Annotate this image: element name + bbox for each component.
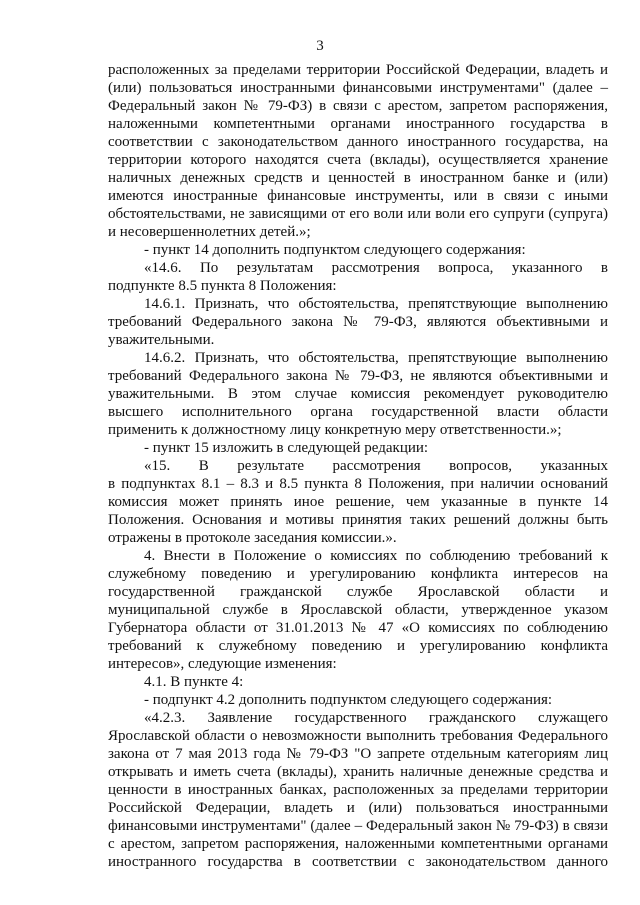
text-line: обстоятельствами, не зависящими от его воли или воли его супруги (супруга) (108, 206, 608, 222)
text-line: Губернатора области от 31.01.2013 № 47 «О комиссиях по соблюдению (108, 620, 608, 636)
text-line: муниципальной службе в Ярославской области, утвержденное указом (108, 602, 608, 618)
text-line: в подпунктах 8.1 – 8.3 и 8.5 пункта 8 Положения, при наличии оснований (108, 476, 608, 492)
text-line: 14.6.2. Признать, что обстоятельства, препятствующие выполнению (144, 350, 608, 366)
text-line: высшего исполнительного органа государственной власти области (108, 404, 608, 420)
text-line: Федеральный закон № 79-ФЗ) в связи с арестом, запретом распоряжения, (108, 98, 608, 114)
text-line: закона от 7 мая 2013 года № 79-ФЗ "О запрете отдельным категориям лиц (108, 746, 608, 762)
text-line: Положения. Основания и мотивы принятия таких решений должны быть (108, 512, 608, 528)
text-line: - пункт 15 изложить в следующей редакции: (144, 440, 429, 456)
text-line: требований к служебному поведению и урегулированию конфликта (108, 638, 608, 654)
text-line: - подпункт 4.2 дополнить подпунктом следующего содержания: (144, 692, 553, 708)
text-line: «4.2.3. Заявление государственного гражданского служащего (144, 710, 608, 726)
text-line: открывать и иметь счета (вклады), хранить наличные денежные средства и (108, 764, 608, 780)
text-line: служебному поведению и урегулированию конфликта интересов на (108, 566, 608, 582)
text-line: государственной гражданской службе Ярославской области и (108, 584, 608, 600)
text-line: требований Федерального закона № 79-ФЗ, не являются объективными и (108, 368, 608, 384)
text-line: комиссия может принять иное решение, чем указанные в пункте 14 (108, 494, 608, 510)
text-line: 4.1. В пункте 4: (144, 674, 244, 690)
text-line: наличных денежных средств и ценностей в иностранном банке и (или) (108, 170, 608, 186)
text-line: требований Федерального закона № 79-ФЗ, являются объективными и (108, 314, 608, 330)
text-line: с арестом, запретом распоряжения, наложенными компетентными органами (108, 836, 608, 852)
text-line: наложенными компетентными органами иностранного государства в (108, 116, 608, 132)
text-line: интересов», следующие изменения: (108, 656, 337, 672)
text-line: финансовыми инструментами" (далее – Федеральный закон № 79-ФЗ) в связи (108, 818, 608, 834)
text-line: и несовершеннолетних детей.»; (108, 224, 311, 240)
text-line: ценности в иностранных банках, расположенных за пределами территории (108, 782, 608, 798)
text-line: «14.6. По результатам рассмотрения вопроса, указанного в (144, 260, 608, 276)
text-line: Ярославской области о невозможности выполнить требования Федерального (108, 728, 608, 744)
text-line: уважительными. В этом случае комиссия рекомендует руководителю (108, 386, 608, 402)
text-line: иностранного государства в соответствии с законодательством данного (108, 854, 608, 870)
text-line: (или) пользоваться иностранными финансовыми инструментами" (далее – (108, 80, 608, 96)
text-line: уважительными. (108, 332, 215, 348)
text-line: соответствии с законодательством данного иностранного государства, на (108, 134, 608, 150)
text-line: - пункт 14 дополнить подпунктом следующего содержания: (144, 242, 526, 258)
text-line: подпункте 8.5 пункта 8 Положения: (108, 278, 337, 294)
text-line: «15. В результате рассмотрения вопросов, указанных (144, 458, 608, 474)
page-number: 3 (316, 38, 324, 54)
text-line: территории которого находятся счета (вклады), осуществляется хранение (108, 152, 608, 168)
text-line: отражены в протоколе заседания комиссии.». (108, 530, 397, 546)
text-line: Российской Федерации, владеть и (или) пользоваться иностранными (108, 800, 608, 816)
text-line: имеются иностранные финансовые инструменты, или в связи с иными (108, 188, 608, 204)
text-line: 4. Внести в Положение о комиссиях по соблюдению требований к (144, 548, 608, 564)
text-line: применить к должностному лицу конкретную меру ответственности.»; (108, 422, 562, 438)
text-line: расположенных за пределами территории Российской Федерации, владеть и (108, 62, 608, 78)
text-line: 14.6.1. Признать, что обстоятельства, препятствующие выполнению (144, 296, 608, 312)
